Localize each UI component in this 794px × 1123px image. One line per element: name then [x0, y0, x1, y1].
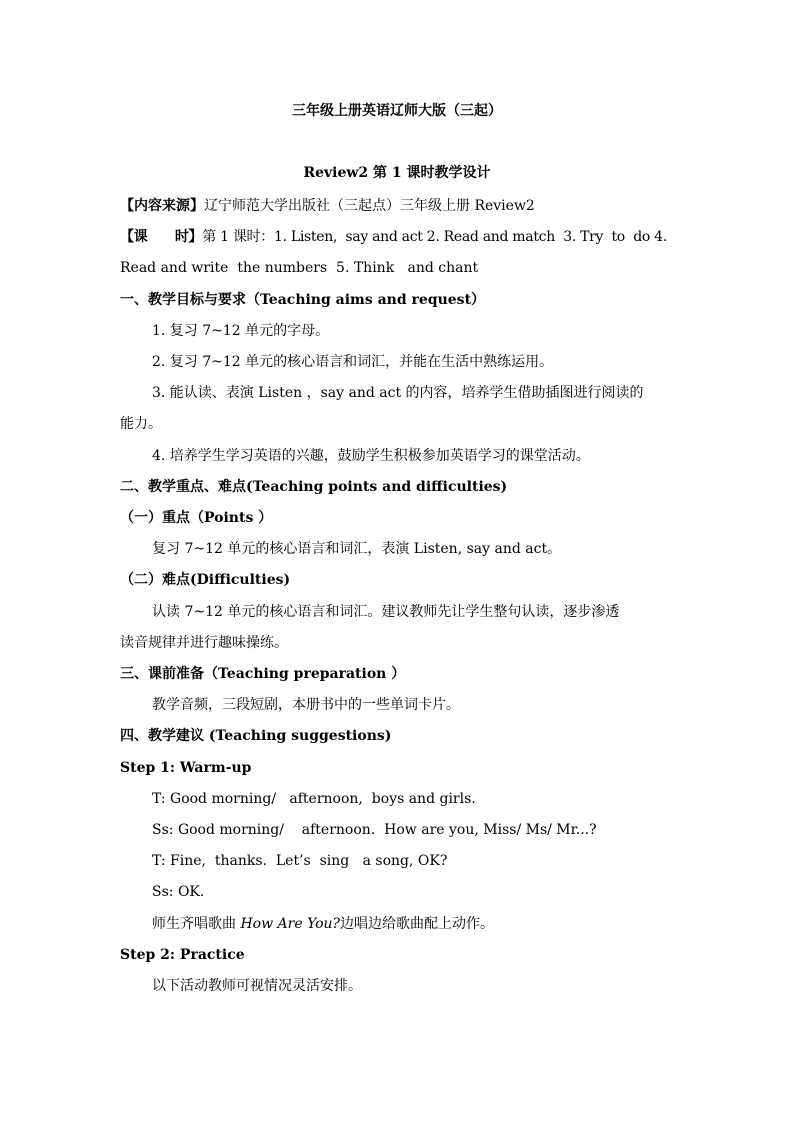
lesson-text-2: Read and write the numbers 5. Think and chant	[120, 260, 479, 276]
section-1-heading: 一、教学目标与要求（Teaching aims and request）	[120, 292, 486, 308]
difficulties-text-1: 认读 7~12 单元的核心语言和词汇。建议教师先让学生整句认读，逐步渗透	[152, 604, 620, 620]
difficulties-text-2: 读音规律并进行趣味操练。	[120, 635, 288, 651]
section-3-heading: 三、课前准备（Teaching preparation ）	[120, 666, 406, 682]
song-pre-text: 师生齐唱歌曲	[152, 916, 241, 932]
document-subtitle: Review2 第 1 课时教学设计	[303, 165, 491, 181]
practice-text: 以下活动教师可视情况灵活安排。	[152, 978, 362, 994]
dialogue-line-2: Ss: Good morning/ afternoon. How are you, Miss/ Ms/ Mr...?	[152, 822, 597, 838]
points-heading: （一）重点（Points ）	[120, 510, 273, 526]
aim-item-1: 1. 复习 7~12 单元的字母。	[152, 323, 330, 339]
points-text: 复习 7~12 单元的核心语言和词汇，表演 Listen, say and act。	[152, 541, 562, 557]
difficulties-heading: （二）难点(Difficulties)	[120, 572, 291, 588]
aim-item-3: 3. 能认读、表演 Listen ，say and act 的内容，培养学生借助插图进行阅读的	[152, 385, 644, 401]
source-label: 【内容来源】	[120, 198, 204, 214]
section-4-heading: 四、教学建议 (Teaching suggestions)	[120, 728, 392, 744]
song-line	[152, 914, 680, 934]
lesson-label: 【课 时】	[120, 229, 203, 245]
aim-item-3-cont: 能力。	[120, 416, 162, 432]
section-2-heading: 二、教学重点、难点(Teaching points and difficulties)	[120, 479, 508, 495]
step-2-heading: Step 2: Practice	[120, 947, 245, 963]
song-title: How Are You?	[240, 916, 341, 932]
lesson-line	[120, 227, 680, 247]
lesson-text-1: 第 1 课时：1. Listen, say and act 2. Read and match 3. Try to do 4.	[202, 229, 667, 245]
song-post-text: 边唱边给歌曲配上动作。	[340, 916, 495, 932]
preparation-text: 教学音频，三段短剧，本册书中的一些单词卡片。	[152, 697, 460, 713]
dialogue-line-3: T: Fine, thanks. Let’s sing a song, OK?	[152, 853, 448, 869]
dialogue-line-4: Ss: OK.	[152, 884, 205, 900]
aim-item-4: 4. 培养学生学习英语的兴趣，鼓励学生积极参加英语学习的课堂活动。	[152, 448, 590, 464]
step-1-heading: Step 1: Warm-up	[120, 760, 252, 776]
document-title: 三年级上册英语辽师大版（三起）	[292, 103, 502, 119]
source-text: 辽宁师范大学出版社（三起点）三年级上册 Review2	[204, 198, 535, 214]
source-line	[120, 196, 680, 216]
dialogue-line-1: T: Good morning/ afternoon, boys and girls.	[152, 791, 476, 807]
aim-item-2: 2. 复习 7~12 单元的核心语言和词汇，并能在生活中熟练运用。	[152, 354, 554, 370]
